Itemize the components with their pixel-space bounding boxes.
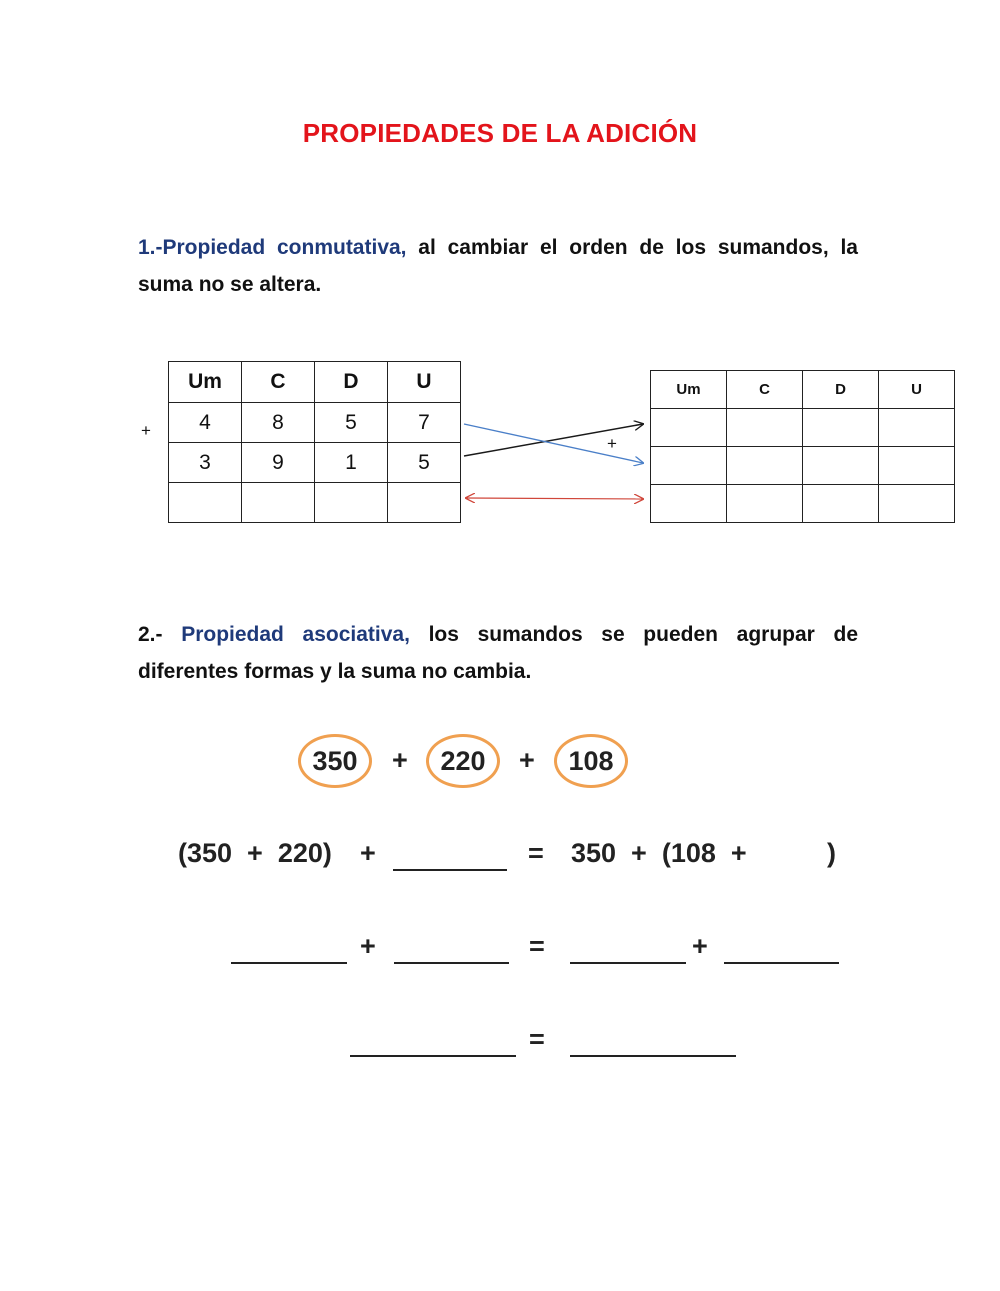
- addend-circle-1: 350: [298, 734, 372, 788]
- equals-sign: =: [529, 931, 545, 961]
- plus-sign: +: [360, 931, 376, 961]
- header-um: Um: [169, 362, 242, 403]
- answer-cell[interactable]: [879, 447, 955, 485]
- plus-sign: +: [692, 931, 708, 961]
- answer-cell[interactable]: [803, 485, 879, 523]
- addend-circle-3: 108: [554, 734, 628, 788]
- arrows-diagram: [460, 410, 655, 510]
- table-row-answer: [651, 409, 955, 447]
- cell: 5: [388, 443, 461, 483]
- table-row-answer: [651, 485, 955, 523]
- cell: 3: [169, 443, 242, 483]
- answer-cell[interactable]: [388, 483, 461, 523]
- answer-cell[interactable]: [727, 447, 803, 485]
- answer-blank[interactable]: [350, 1055, 516, 1057]
- addend-circle-2: 220: [426, 734, 500, 788]
- answer-cell[interactable]: [169, 483, 242, 523]
- right-place-value-table: [650, 370, 955, 523]
- close-paren: ): [827, 838, 836, 868]
- answer-blank[interactable]: [393, 869, 507, 871]
- cell: 8: [242, 403, 315, 443]
- answer-blank[interactable]: [570, 962, 686, 964]
- section-1-paragraph: [138, 229, 858, 303]
- table-row-answer: [169, 483, 461, 523]
- equals-sign: =: [529, 1024, 545, 1054]
- answer-cell[interactable]: [315, 483, 388, 523]
- left-place-value-table: [168, 361, 461, 523]
- plus-sign: +: [360, 838, 376, 868]
- table-header-row: [169, 362, 461, 403]
- answer-cell[interactable]: [651, 485, 727, 523]
- table-row-answer: [651, 447, 955, 485]
- section-2-text: los sumandos se pueden agrupar de diferentes formas y la suma no cambia.: [138, 623, 858, 683]
- answer-cell[interactable]: [727, 485, 803, 523]
- cell: 7: [388, 403, 461, 443]
- answer-cell[interactable]: [803, 409, 879, 447]
- header-um: Um: [651, 371, 727, 409]
- right-group: 350 + (108 +: [571, 838, 747, 868]
- section-2-prefix: 2.-: [138, 623, 163, 646]
- plus-sign: +: [392, 745, 408, 775]
- table-row: [169, 403, 461, 443]
- cell: 1: [315, 443, 388, 483]
- equals-sign: =: [528, 838, 544, 868]
- answer-cell[interactable]: [651, 409, 727, 447]
- left-group: (350 + 220): [178, 838, 332, 868]
- section-2-heading: Propiedad asociativa,: [181, 623, 410, 646]
- right-table-plus: +: [607, 434, 617, 453]
- answer-blank[interactable]: [394, 962, 509, 964]
- answer-cell[interactable]: [651, 447, 727, 485]
- cell: 4: [169, 403, 242, 443]
- header-d: D: [803, 371, 879, 409]
- section-1-heading: 1.-Propiedad conmutativa,: [138, 236, 407, 259]
- answer-blank[interactable]: [231, 962, 347, 964]
- cell: 9: [242, 443, 315, 483]
- table-row: [169, 443, 461, 483]
- header-c: C: [242, 362, 315, 403]
- red-arrow: [466, 498, 643, 499]
- answer-cell[interactable]: [879, 485, 955, 523]
- cell: 5: [315, 403, 388, 443]
- section-2-paragraph: [138, 616, 858, 690]
- header-c: C: [727, 371, 803, 409]
- answer-cell[interactable]: [242, 483, 315, 523]
- table-header-row: [651, 371, 955, 409]
- answer-blank[interactable]: [724, 962, 839, 964]
- page-title: PROPIEDADES DE LA ADICIÓN: [302, 118, 698, 148]
- answer-cell[interactable]: [803, 447, 879, 485]
- plus-sign: +: [519, 745, 535, 775]
- answer-cell[interactable]: [727, 409, 803, 447]
- answer-blank[interactable]: [570, 1055, 736, 1057]
- header-u: U: [879, 371, 955, 409]
- left-table-plus: +: [141, 421, 151, 440]
- header-u: U: [388, 362, 461, 403]
- section-1-text: al cambiar el orden de los sumandos, la suma no se altera.: [138, 236, 858, 296]
- header-d: D: [315, 362, 388, 403]
- answer-cell[interactable]: [879, 409, 955, 447]
